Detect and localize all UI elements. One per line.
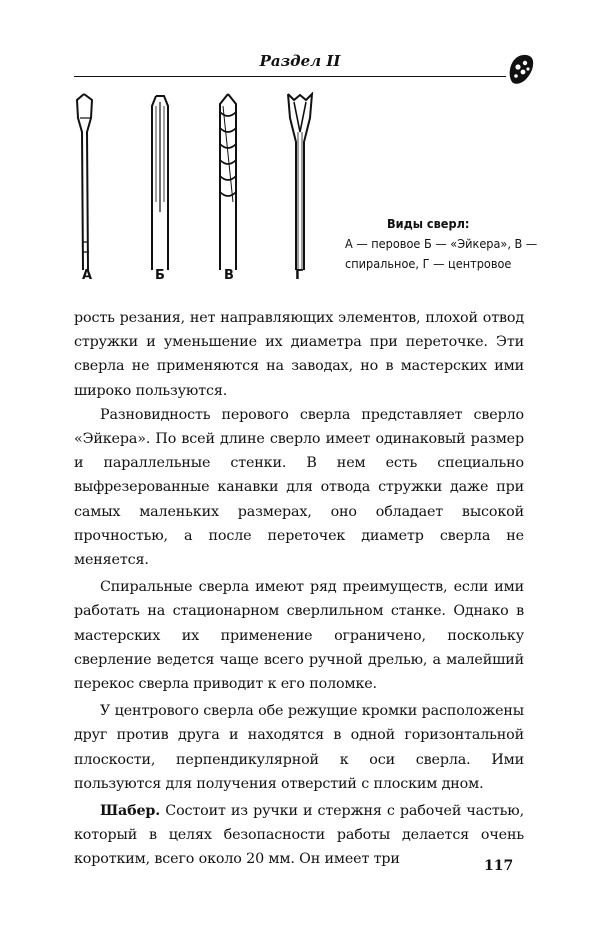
drill-label-a: А [82, 268, 93, 283]
paragraph-5-text: Состоит из ручки и стержня с рабочей частью, который в целях безопасности работы делается очень коротким, всего около 20 мм. Он имеет три [74, 803, 524, 868]
page-number: 117 [484, 858, 514, 874]
drill-label-v: В [224, 268, 234, 283]
paragraph-1: рость резания, нет направляющих элементов, плохой отвод стружки и уменьшение их диаметра при переточке. Эти сверла не применяются на заводах, но в мастерских ими широко пользуются. [74, 310, 524, 399]
paragraph-4: У центрового сверла обе режущие кромки расположены друг против друга и находятся в одной горизонтальной плоскости, перпендикулярной к оси сверла. Ими пользуются для получения отверстий с плоским дном. [74, 703, 524, 792]
body-text [74, 306, 524, 875]
paragraph-2: Разновидность перового сверла представляет сверло «Эйкера». По всей длине сверло имеет одинаковый размер и параллельные стенки. В нем есть специально выфрезерованные канавки для отвода стружки даже при самых маленьких размерах, оно обладает высокой прочностью, а после переточек диаметр сверла не меняется. [74, 406, 524, 569]
paragraph-3: Спиральные сверла имеют ряд преимуществ, если ими работать на стационарном сверлильном станке. Однако в мастерских их применение ограничено, поскольку сверление ведется чаще всего ручной дрелью, а малейший перекос сверла приводит к его поломке. [74, 579, 524, 693]
section-emblem-icon [506, 52, 536, 86]
caption-title: Виды сверл: [387, 216, 470, 231]
header-rule [74, 76, 506, 77]
drill-g-illustration [288, 94, 312, 270]
paragraph-5-lead: Шабер. [100, 803, 161, 820]
drill-b-illustration [152, 96, 168, 270]
caption-text: А — перовое Б — «Эйкера», В — спиральное, Г — центровое [345, 236, 538, 271]
section-title: Раздел II [259, 52, 341, 70]
drill-a-illustration [77, 94, 92, 270]
drill-v-illustration [220, 94, 236, 270]
drill-label-g: Г [295, 268, 304, 283]
figure-caption [345, 214, 545, 274]
drill-label-b: Б [155, 268, 165, 283]
drill-types-figure [60, 92, 340, 272]
paragraph-5 [74, 799, 524, 872]
